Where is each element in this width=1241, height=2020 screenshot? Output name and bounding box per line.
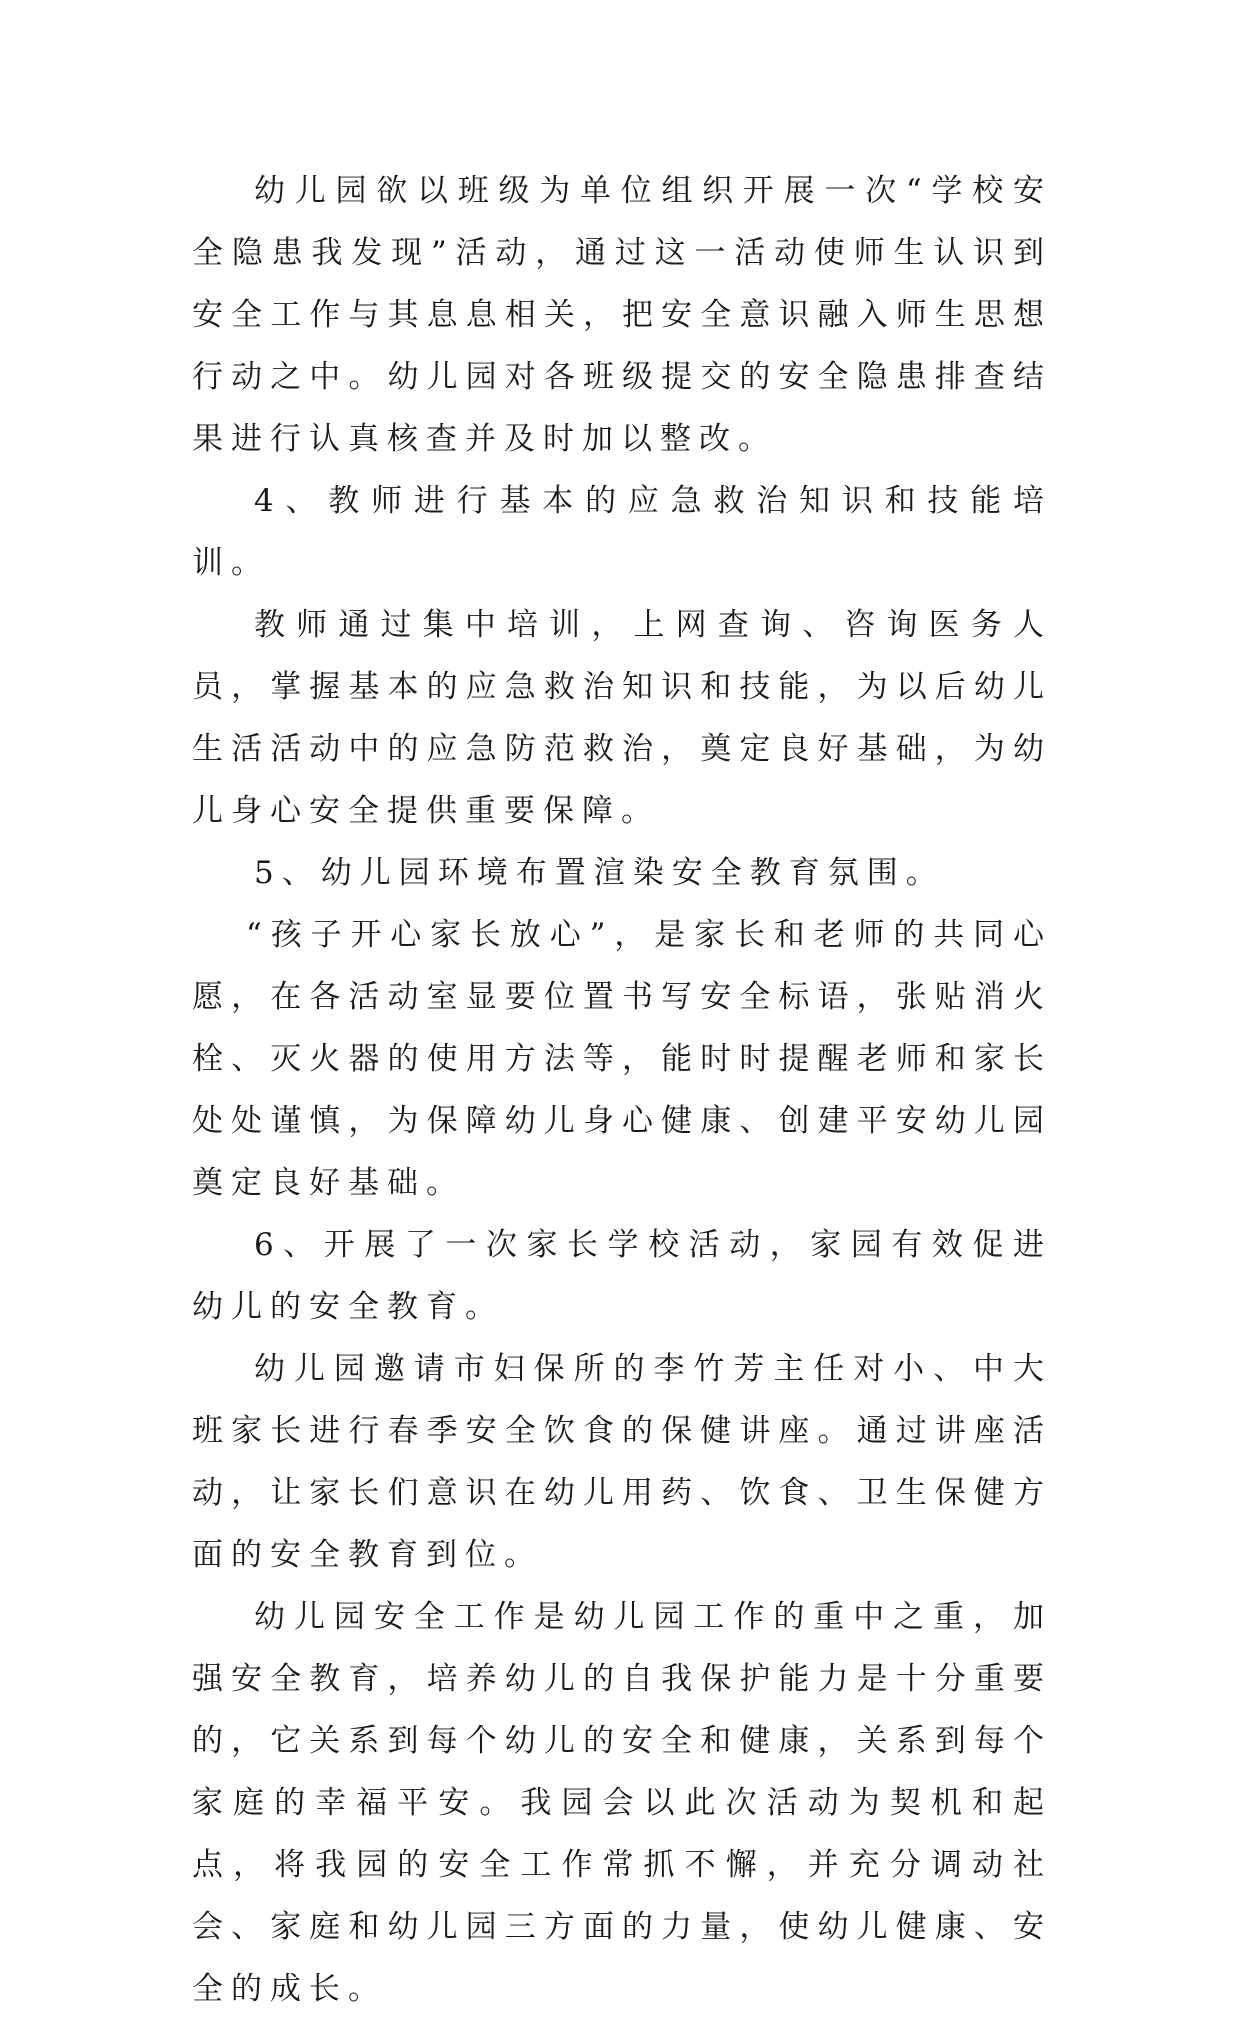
paragraph-parent-lecture: 幼儿园邀请市妇保所的李竹芳主任对小、中大班家长进行春季安全饮食的保健讲座。通过讲座活动，让家长们意识在幼儿用药、饮食、卫生保健方面的安全教育到位。 <box>192 1351 1052 1573</box>
document-body <box>192 160 1052 2020</box>
section-heading-4: 4、教师进行基本的应急救治知识和技能培训。 <box>192 483 1052 581</box>
section-heading-5: 5、幼儿园环境布置渲染安全教育氛围。 <box>254 855 945 891</box>
paragraph-safety-hazard-activity: 幼儿园欲以班级为单位组织开展一次“学校安全隐患我发现”活动，通过这一活动使师生认识到安全工作与其息息相关，把安全意识融入师生思想行动之中。幼儿园对各班级提交的安全隐患排查结果进行认真核查并及时加以整改。 <box>192 173 1052 457</box>
section-heading-6: 6、开展了一次家长学校活动，家园有效促进幼儿的安全教育。 <box>192 1227 1052 1325</box>
paragraph-environment-layout: “孩子开心家长放心”，是家长和老师的共同心愿，在各活动室显要位置书写安全标语，张贴消火栓、灭火器的使用方法等，能时时提醒老师和家长处处谨慎，为保障幼儿身心健康、创建平安幼儿园奠定良好基础。 <box>192 917 1052 1201</box>
paragraph-teacher-training: 教师通过集中培训，上网查询、咨询医务人员，掌握基本的应急救治知识和技能，为以后幼儿生活活动中的应急防范救治，奠定良好基础，为幼儿身心安全提供重要保障。 <box>192 607 1052 829</box>
paragraph-conclusion: 幼儿园安全工作是幼儿园工作的重中之重，加强安全教育，培养幼儿的自我保护能力是十分重要的，它关系到每个幼儿的安全和健康，关系到每个家庭的幸福平安。我园会以此次活动为契机和起点，将我园的安全工作常抓不懈，并充分调动社会、家庭和幼儿园三方面的力量，使幼儿健康、安全的成长。 <box>192 1599 1052 2007</box>
